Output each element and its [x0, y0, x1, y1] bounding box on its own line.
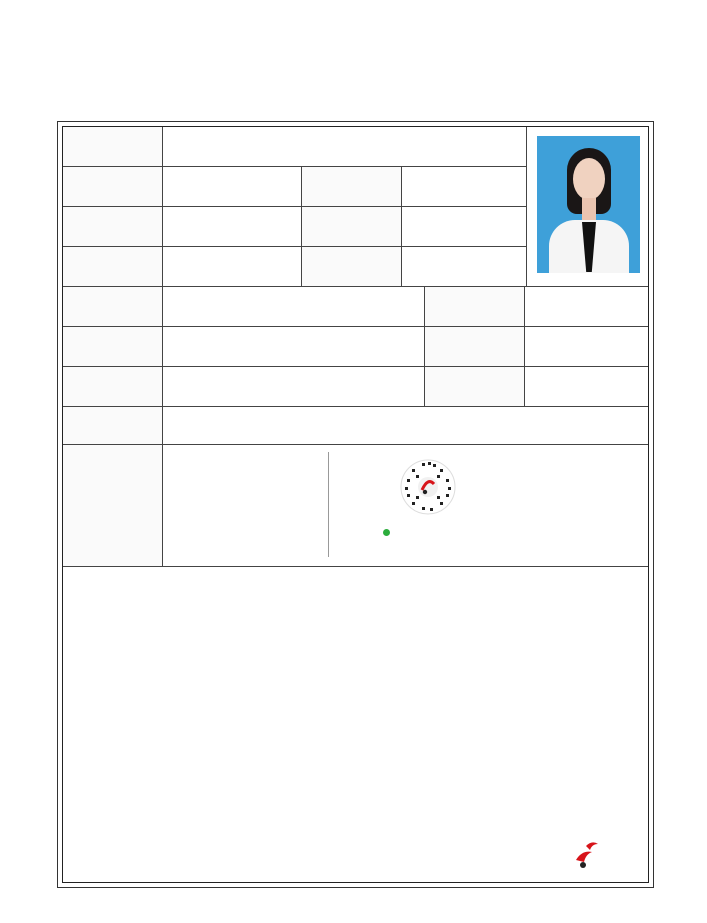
president-label: [63, 407, 163, 445]
cert-label: [63, 367, 163, 407]
gender-label: [63, 167, 163, 207]
name-value: [163, 127, 527, 167]
verify-divider: [328, 452, 329, 557]
name-label: [63, 127, 163, 167]
school-label: [63, 287, 163, 327]
edu-type-value: [163, 247, 302, 287]
major-label: [63, 327, 163, 367]
birth-value: [402, 167, 527, 207]
duration-value: [525, 287, 648, 327]
president-value: [163, 407, 648, 445]
study-form-label: [425, 327, 525, 367]
duration-label: [425, 287, 525, 327]
enroll-value: [163, 207, 302, 247]
enroll-label: [63, 207, 163, 247]
wechat-hint: [383, 528, 392, 537]
student-photo: [537, 136, 640, 273]
verify-label-cell: [63, 445, 163, 567]
edu-type-label: [63, 247, 163, 287]
status-value: [525, 367, 648, 407]
level-label: [302, 247, 402, 287]
wechat-miniprogram-code[interactable]: [400, 459, 456, 515]
school-value: [163, 287, 425, 327]
wechat-icon: [383, 529, 390, 536]
verify-qr-code[interactable]: [558, 459, 614, 515]
status-label: [425, 367, 525, 407]
grad-value: [402, 207, 527, 247]
major-value: [163, 327, 425, 367]
study-form-value: [525, 327, 648, 367]
birth-label: [302, 167, 402, 207]
chsi-logo: [572, 838, 636, 876]
level-value: [402, 247, 527, 287]
grad-label: [302, 207, 402, 247]
gender-value: [163, 167, 302, 207]
cert-value: [163, 367, 425, 407]
